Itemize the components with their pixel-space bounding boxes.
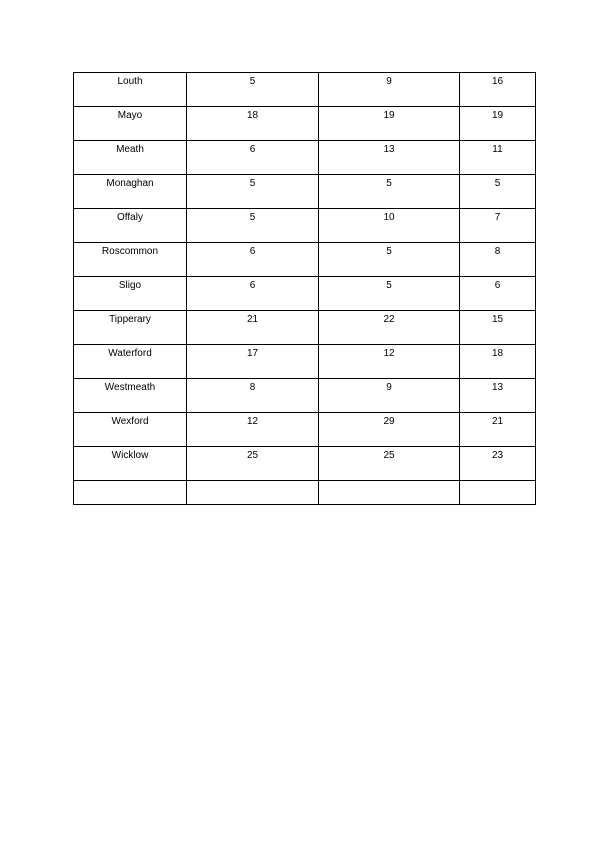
table-row bbox=[74, 73, 536, 107]
value-2: 9 bbox=[386, 76, 392, 87]
value-cell bbox=[319, 311, 460, 345]
county-cell bbox=[74, 73, 187, 107]
value-cell bbox=[319, 141, 460, 175]
value-1: 6 bbox=[249, 280, 256, 291]
value-cell bbox=[460, 209, 536, 243]
value-cell bbox=[319, 107, 460, 141]
value-3: 16 bbox=[491, 76, 504, 87]
value-cell bbox=[319, 447, 460, 481]
county-cell bbox=[74, 175, 187, 209]
value-2: 9 bbox=[386, 382, 392, 393]
county-name: Offaly bbox=[117, 212, 143, 223]
value-2: 29 bbox=[383, 416, 395, 427]
value-3: 19 bbox=[491, 110, 504, 121]
value-1: 18 bbox=[246, 110, 259, 121]
value-3: 8 bbox=[494, 246, 501, 257]
county-name: Westmeath bbox=[104, 382, 156, 393]
county-name: Sligo bbox=[118, 280, 142, 291]
table-row bbox=[74, 175, 536, 209]
value-cell bbox=[460, 311, 536, 345]
value-cell bbox=[187, 175, 319, 209]
value-1: 5 bbox=[249, 212, 256, 223]
table-row bbox=[74, 107, 536, 141]
county-name: Monaghan bbox=[106, 178, 154, 189]
value-cell bbox=[460, 175, 536, 209]
value-cell bbox=[187, 447, 319, 481]
value-2: 5 bbox=[386, 280, 392, 291]
value-cell bbox=[187, 413, 319, 447]
county-cell bbox=[74, 107, 187, 141]
value-1: 5 bbox=[249, 178, 256, 189]
table-row bbox=[74, 345, 536, 379]
table-row bbox=[74, 209, 536, 243]
county-name: Wexford bbox=[111, 416, 149, 427]
table-row-empty bbox=[74, 481, 536, 505]
value-2: 10 bbox=[383, 212, 395, 223]
value-cell bbox=[460, 447, 536, 481]
value-3: 13 bbox=[491, 382, 504, 393]
value-cell bbox=[460, 413, 536, 447]
county-cell bbox=[74, 447, 187, 481]
value-2: 22 bbox=[383, 314, 395, 325]
value-1: 5 bbox=[249, 76, 256, 87]
county-name: Roscommon bbox=[101, 246, 159, 257]
value-cell bbox=[319, 345, 460, 379]
value-2: 19 bbox=[383, 110, 395, 121]
value-3: 18 bbox=[491, 348, 504, 359]
table-row bbox=[74, 311, 536, 345]
value-cell bbox=[319, 209, 460, 243]
value-cell bbox=[319, 277, 460, 311]
table-row bbox=[74, 277, 536, 311]
county-cell bbox=[74, 277, 187, 311]
value-1: 8 bbox=[249, 382, 256, 393]
value-3: 7 bbox=[494, 212, 501, 223]
value-cell bbox=[187, 73, 319, 107]
value-2: 13 bbox=[383, 144, 395, 155]
value-3: 11 bbox=[492, 144, 503, 155]
county-cell bbox=[74, 209, 187, 243]
value-2: 5 bbox=[386, 246, 392, 257]
value-1: 25 bbox=[246, 450, 259, 461]
value-cell bbox=[319, 413, 460, 447]
county-cell bbox=[74, 345, 187, 379]
table-row bbox=[74, 243, 536, 277]
value-2: 5 bbox=[386, 178, 392, 189]
value-1: 21 bbox=[246, 314, 259, 325]
value-cell bbox=[319, 243, 460, 277]
value-cell bbox=[187, 345, 319, 379]
value-cell bbox=[187, 379, 319, 413]
value-3: 6 bbox=[494, 280, 501, 291]
value-3: 5 bbox=[494, 178, 501, 189]
value-cell bbox=[460, 107, 536, 141]
table-row bbox=[74, 141, 536, 175]
empty-cell bbox=[319, 481, 460, 505]
value-cell bbox=[187, 311, 319, 345]
value-cell bbox=[187, 141, 319, 175]
value-2: 12 bbox=[383, 348, 395, 359]
table-row bbox=[74, 447, 536, 481]
value-cell bbox=[187, 277, 319, 311]
county-cell bbox=[74, 311, 187, 345]
value-cell bbox=[187, 209, 319, 243]
county-cell bbox=[74, 413, 187, 447]
county-name: Tipperary bbox=[109, 314, 151, 325]
value-1: 6 bbox=[249, 144, 256, 155]
empty-cell bbox=[460, 481, 536, 505]
county-data-table bbox=[73, 72, 536, 505]
value-1: 12 bbox=[246, 416, 259, 427]
value-3: 23 bbox=[491, 450, 504, 461]
empty-cell bbox=[187, 481, 319, 505]
empty-cell bbox=[74, 481, 187, 505]
county-name: Meath bbox=[116, 144, 144, 155]
table-row bbox=[74, 413, 536, 447]
value-3: 21 bbox=[491, 416, 504, 427]
value-1: 17 bbox=[246, 348, 259, 359]
value-cell bbox=[460, 73, 536, 107]
value-cell bbox=[460, 243, 536, 277]
value-cell bbox=[319, 73, 460, 107]
county-name: Wicklow bbox=[111, 450, 149, 461]
county-cell bbox=[74, 243, 187, 277]
county-cell bbox=[74, 379, 187, 413]
table-row bbox=[74, 379, 536, 413]
value-cell bbox=[187, 107, 319, 141]
value-1: 6 bbox=[249, 246, 256, 257]
county-name: Louth bbox=[117, 76, 143, 87]
value-cell bbox=[460, 141, 536, 175]
value-2: 25 bbox=[383, 450, 395, 461]
county-cell bbox=[74, 141, 187, 175]
county-name: Waterford bbox=[108, 348, 152, 359]
value-cell bbox=[319, 175, 460, 209]
county-name: Mayo bbox=[117, 110, 143, 121]
value-cell bbox=[460, 379, 536, 413]
value-cell bbox=[460, 345, 536, 379]
value-cell bbox=[187, 243, 319, 277]
value-3: 15 bbox=[491, 314, 504, 325]
value-cell bbox=[460, 277, 536, 311]
value-cell bbox=[319, 379, 460, 413]
